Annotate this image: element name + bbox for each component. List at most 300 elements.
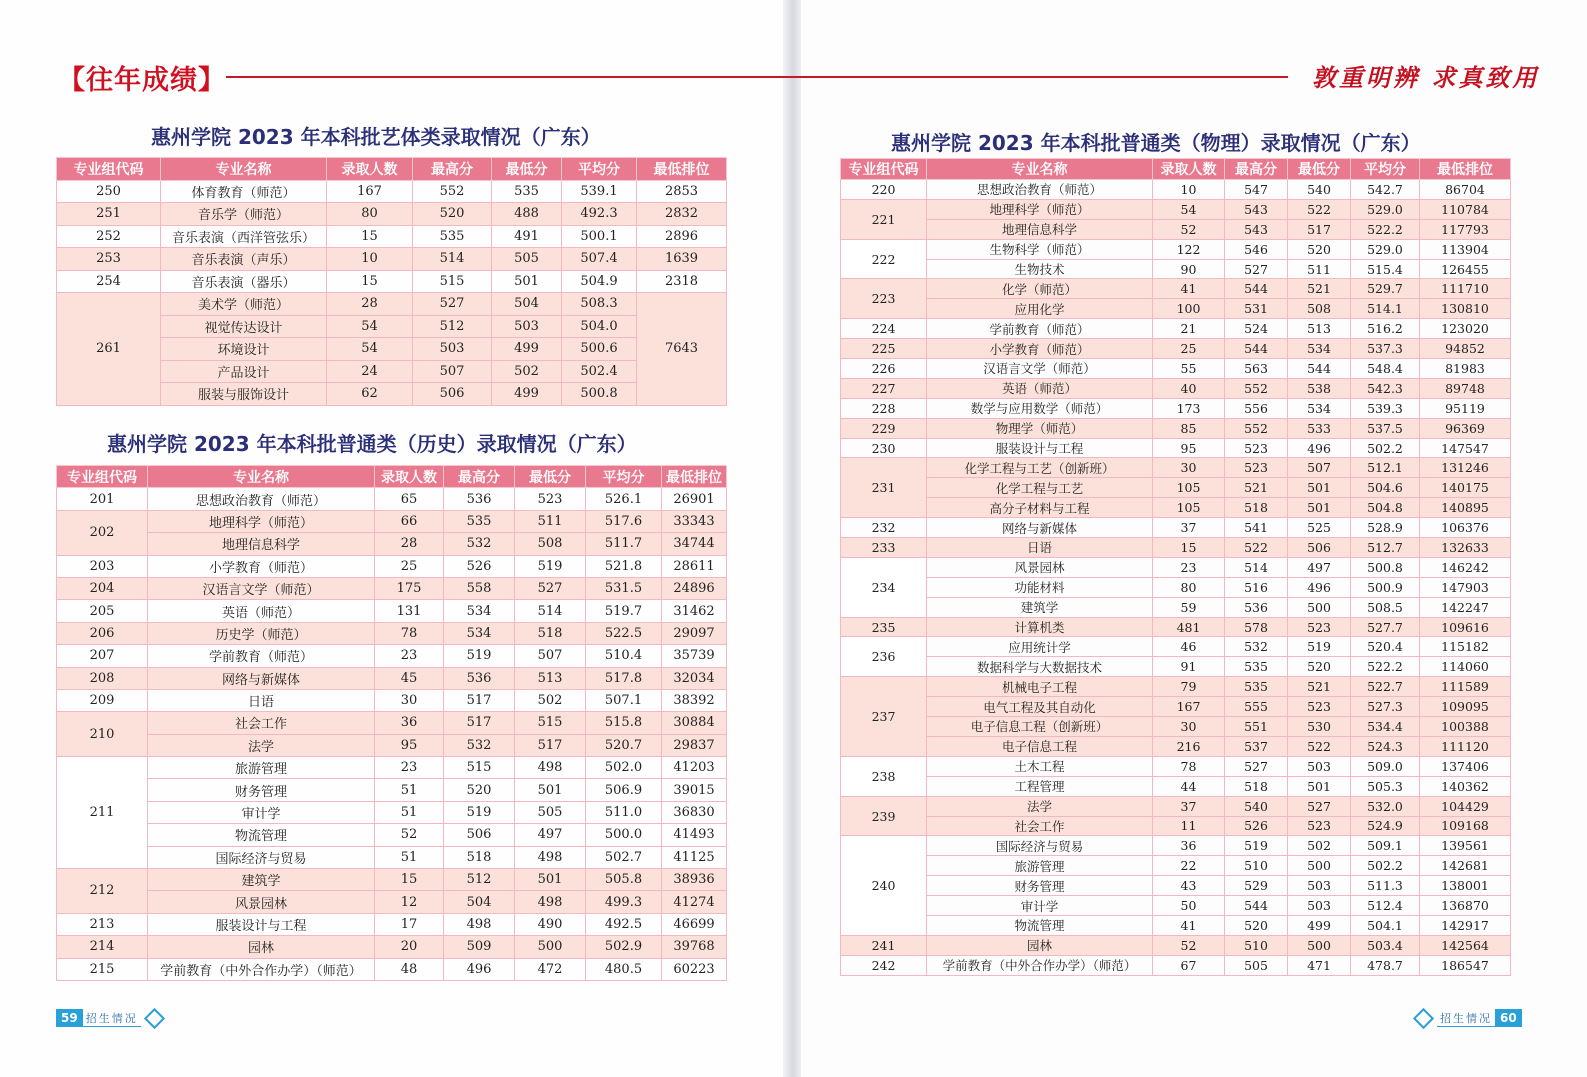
major-name-cell: 风景园林 [927, 557, 1153, 577]
group-code-cell: 232 [841, 518, 927, 538]
avg-score-cell: 534.4 [1351, 717, 1420, 737]
group-code-cell: 201 [57, 488, 148, 510]
left-footer [56, 1008, 168, 1028]
physics-header-row [841, 159, 1511, 180]
min-rank-cell: 28611 [662, 555, 727, 577]
group-code-cell: 261 [57, 293, 161, 406]
max-score-cell: 509 [444, 936, 515, 958]
min-score-cell: 534 [1288, 398, 1351, 418]
min-score-cell: 488 [492, 203, 562, 226]
column-header: 平均分 [1351, 159, 1420, 180]
min-score-cell: 518 [515, 622, 586, 644]
max-score-cell: 512 [444, 869, 515, 891]
right-page-number: 60 [1495, 1009, 1522, 1027]
min-rank-cell: 109095 [1420, 697, 1511, 717]
max-score-cell: 498 [444, 913, 515, 935]
min-score-cell: 504 [492, 293, 562, 316]
max-score-cell: 523 [1225, 458, 1288, 478]
table-row [841, 816, 1511, 836]
table-row [57, 712, 727, 734]
table-row [841, 259, 1511, 279]
table-row [841, 239, 1511, 259]
max-score-cell: 534 [444, 622, 515, 644]
major-name-cell: 环境设计 [161, 338, 327, 361]
max-score-cell: 535 [1225, 657, 1288, 677]
admitted-count-cell: 59 [1153, 597, 1225, 617]
min-rank-cell: 111710 [1420, 279, 1511, 299]
avg-score-cell: 503.4 [1351, 935, 1420, 955]
major-name-cell: 电子信息工程（创新班） [927, 717, 1153, 737]
table-row [841, 915, 1511, 935]
min-score-cell: 514 [515, 600, 586, 622]
min-rank-cell: 29097 [662, 622, 727, 644]
group-code-cell: 207 [57, 645, 148, 667]
min-rank-cell: 138001 [1420, 876, 1511, 896]
avg-score-cell: 500.9 [1351, 577, 1420, 597]
admitted-count-cell: 78 [1153, 756, 1225, 776]
avg-score-cell: 520.4 [1351, 637, 1420, 657]
min-rank-cell: 60223 [662, 958, 727, 980]
admitted-count-cell: 21 [1153, 319, 1225, 339]
max-score-cell: 517 [444, 689, 515, 711]
table-row [841, 378, 1511, 398]
min-rank-cell: 24896 [662, 577, 727, 599]
admitted-count-cell: 36 [1153, 836, 1225, 856]
avg-score-cell: 504.0 [562, 315, 637, 338]
table-row [57, 757, 727, 779]
major-name-cell: 高分子材料与工程 [927, 498, 1153, 518]
avg-score-cell: 500.6 [562, 338, 637, 361]
min-score-cell: 499 [492, 383, 562, 406]
major-name-cell: 土木工程 [927, 756, 1153, 776]
table-row [841, 299, 1511, 319]
max-score-cell: 515 [444, 757, 515, 779]
max-score-cell: 527 [1225, 756, 1288, 776]
avg-score-cell: 500.0 [586, 824, 662, 846]
min-rank-cell: 104429 [1420, 796, 1511, 816]
min-score-cell: 513 [515, 667, 586, 689]
min-score-cell: 517 [515, 734, 586, 756]
max-score-cell: 496 [444, 958, 515, 980]
table-row [841, 697, 1511, 717]
admitted-count-cell: 51 [375, 846, 444, 868]
min-rank-cell: 33343 [662, 510, 727, 532]
avg-score-cell: 529.7 [1351, 279, 1420, 299]
min-score-cell: 527 [1288, 796, 1351, 816]
admitted-count-cell: 37 [1153, 518, 1225, 538]
table-row [841, 597, 1511, 617]
admitted-count-cell: 167 [1153, 697, 1225, 717]
major-name-cell: 生物科学（师范） [927, 239, 1153, 259]
min-rank-cell: 86704 [1420, 180, 1511, 200]
table-row [57, 622, 727, 644]
column-header: 专业名称 [927, 159, 1153, 180]
column-header: 最低分 [1288, 159, 1351, 180]
max-score-cell: 534 [444, 600, 515, 622]
avg-score-cell: 515.8 [586, 712, 662, 734]
major-name-cell: 计算机类 [927, 617, 1153, 637]
min-rank-cell: 38936 [662, 869, 727, 891]
min-rank-cell: 140895 [1420, 498, 1511, 518]
min-rank-cell: 131246 [1420, 458, 1511, 478]
table-row [841, 657, 1511, 677]
group-code-cell: 202 [57, 510, 148, 555]
admitted-count-cell: 175 [375, 577, 444, 599]
major-name-cell: 物理学（师范） [927, 418, 1153, 438]
max-score-cell: 555 [1225, 697, 1288, 717]
group-code-cell: 223 [841, 279, 927, 319]
admitted-count-cell: 44 [1153, 776, 1225, 796]
art-admission-table [56, 157, 727, 406]
table-row [841, 955, 1511, 975]
min-score-cell: 502 [492, 360, 562, 383]
major-name-cell: 法学 [927, 796, 1153, 816]
min-rank-cell: 109168 [1420, 816, 1511, 836]
min-score-cell: 502 [515, 689, 586, 711]
min-rank-cell: 41493 [662, 824, 727, 846]
min-score-cell: 507 [1288, 458, 1351, 478]
physics-admission-table [840, 158, 1511, 976]
min-rank-cell: 89748 [1420, 378, 1511, 398]
admitted-count-cell: 173 [1153, 398, 1225, 418]
min-rank-cell: 2853 [637, 180, 727, 203]
avg-score-cell: 505.8 [586, 869, 662, 891]
table-row [841, 557, 1511, 577]
max-score-cell: 543 [1225, 219, 1288, 239]
major-name-cell: 建筑学 [148, 869, 375, 891]
group-code-cell: 240 [841, 836, 927, 935]
admitted-count-cell: 28 [327, 293, 413, 316]
min-rank-cell: 111589 [1420, 677, 1511, 697]
admitted-count-cell: 54 [1153, 199, 1225, 219]
min-rank-cell: 142564 [1420, 935, 1511, 955]
major-name-cell: 汉语言文学（师范） [148, 577, 375, 599]
min-score-cell: 522 [1288, 736, 1351, 756]
avg-score-cell: 512.1 [1351, 458, 1420, 478]
max-score-cell: 520 [1225, 915, 1288, 935]
table-row [841, 279, 1511, 299]
table-row [841, 756, 1511, 776]
min-score-cell: 501 [1288, 478, 1351, 498]
major-name-cell: 服装与服饰设计 [161, 383, 327, 406]
max-score-cell: 552 [1225, 378, 1288, 398]
avg-score-cell: 509.1 [1351, 836, 1420, 856]
avg-score-cell: 504.1 [1351, 915, 1420, 935]
min-score-cell: 499 [1288, 915, 1351, 935]
avg-score-cell: 502.2 [1351, 856, 1420, 876]
min-rank-cell: 186547 [1420, 955, 1511, 975]
avg-score-cell: 527.3 [1351, 697, 1420, 717]
avg-score-cell: 508.3 [562, 293, 637, 316]
table-row [57, 891, 727, 913]
table-row [841, 219, 1511, 239]
min-score-cell: 533 [1288, 418, 1351, 438]
column-header: 专业组代码 [57, 466, 148, 488]
major-name-cell: 审计学 [927, 896, 1153, 916]
max-score-cell: 520 [444, 779, 515, 801]
table-row [57, 600, 727, 622]
table-row [57, 958, 727, 980]
max-score-cell: 519 [444, 645, 515, 667]
min-rank-cell: 113904 [1420, 239, 1511, 259]
min-score-cell: 511 [515, 510, 586, 532]
avg-score-cell: 527.7 [1351, 617, 1420, 637]
min-rank-cell: 26901 [662, 488, 727, 510]
min-rank-cell: 139561 [1420, 836, 1511, 856]
table-row [841, 478, 1511, 498]
min-score-cell: 525 [1288, 518, 1351, 538]
history-header-row [57, 466, 727, 488]
major-name-cell: 物流管理 [927, 915, 1153, 935]
avg-score-cell: 507.1 [586, 689, 662, 711]
avg-score-cell: 502.7 [586, 846, 662, 868]
min-rank-cell: 41125 [662, 846, 727, 868]
max-score-cell: 514 [413, 248, 492, 271]
avg-score-cell: 511.7 [586, 533, 662, 555]
min-rank-cell: 142681 [1420, 856, 1511, 876]
group-code-cell: 229 [841, 418, 927, 438]
min-score-cell: 527 [515, 577, 586, 599]
column-header: 录取人数 [375, 466, 444, 488]
max-score-cell: 536 [1225, 597, 1288, 617]
min-rank-cell: 117793 [1420, 219, 1511, 239]
min-rank-cell: 137406 [1420, 756, 1511, 776]
max-score-cell: 551 [1225, 717, 1288, 737]
max-score-cell: 503 [413, 338, 492, 361]
min-score-cell: 534 [1288, 339, 1351, 359]
avg-score-cell: 514.1 [1351, 299, 1420, 319]
max-score-cell: 527 [413, 293, 492, 316]
max-score-cell: 535 [413, 225, 492, 248]
min-rank-cell: 140175 [1420, 478, 1511, 498]
admitted-count-cell: 91 [1153, 657, 1225, 677]
max-score-cell: 556 [1225, 398, 1288, 418]
avg-score-cell: 511.3 [1351, 876, 1420, 896]
min-score-cell: 521 [1288, 279, 1351, 299]
admitted-count-cell: 216 [1153, 736, 1225, 756]
avg-score-cell: 529.0 [1351, 199, 1420, 219]
major-name-cell: 学前教育（师范） [148, 645, 375, 667]
group-code-cell: 208 [57, 667, 148, 689]
max-score-cell: 563 [1225, 359, 1288, 379]
min-score-cell: 500 [1288, 597, 1351, 617]
admitted-count-cell: 25 [375, 555, 444, 577]
max-score-cell: 510 [1225, 856, 1288, 876]
major-name-cell: 地理科学（师范） [148, 510, 375, 532]
min-rank-cell: 31462 [662, 600, 727, 622]
table-row [841, 577, 1511, 597]
avg-score-cell: 506.9 [586, 779, 662, 801]
min-rank-cell: 30884 [662, 712, 727, 734]
diamond-icon [144, 1007, 165, 1028]
max-score-cell: 558 [444, 577, 515, 599]
min-score-cell: 505 [492, 248, 562, 271]
avg-score-cell: 517.8 [586, 667, 662, 689]
table-row [57, 645, 727, 667]
major-name-cell: 学前教育（师范） [927, 319, 1153, 339]
group-code-cell: 225 [841, 339, 927, 359]
table-row [841, 518, 1511, 538]
group-code-cell: 241 [841, 935, 927, 955]
admitted-count-cell: 78 [375, 622, 444, 644]
major-name-cell: 社会工作 [927, 816, 1153, 836]
avg-score-cell: 480.5 [586, 958, 662, 980]
min-rank-cell: 96369 [1420, 418, 1511, 438]
min-rank-cell: 110784 [1420, 199, 1511, 219]
group-code-cell: 210 [57, 712, 148, 757]
min-rank-cell: 147903 [1420, 577, 1511, 597]
major-name-cell: 国际经济与贸易 [148, 846, 375, 868]
major-name-cell: 学前教育（中外合作办学）（师范） [927, 955, 1153, 975]
min-score-cell: 538 [1288, 378, 1351, 398]
admitted-count-cell: 37 [1153, 796, 1225, 816]
table-row [57, 180, 727, 203]
major-name-cell: 日语 [927, 538, 1153, 558]
major-name-cell: 产品设计 [161, 360, 327, 383]
min-score-cell: 505 [515, 801, 586, 823]
min-score-cell: 500 [1288, 935, 1351, 955]
min-rank-cell: 36830 [662, 801, 727, 823]
major-name-cell: 物流管理 [148, 824, 375, 846]
max-score-cell: 535 [1225, 677, 1288, 697]
min-score-cell: 535 [492, 180, 562, 203]
max-score-cell: 517 [444, 712, 515, 734]
max-score-cell: 547 [1225, 180, 1288, 200]
max-score-cell: 527 [1225, 259, 1288, 279]
major-name-cell: 思想政治教育（师范） [927, 180, 1153, 200]
table-row [841, 856, 1511, 876]
major-name-cell: 园林 [148, 936, 375, 958]
admitted-count-cell: 54 [327, 315, 413, 338]
admitted-count-cell: 65 [375, 488, 444, 510]
table-row [841, 319, 1511, 339]
major-name-cell: 园林 [927, 935, 1153, 955]
table-row [841, 458, 1511, 478]
header-divider [226, 76, 1288, 78]
column-header: 专业组代码 [57, 158, 161, 181]
table-row [57, 779, 727, 801]
admitted-count-cell: 95 [375, 734, 444, 756]
admitted-count-cell: 67 [1153, 955, 1225, 975]
avg-score-cell: 500.8 [562, 383, 637, 406]
column-header: 最低排位 [637, 158, 727, 181]
school-motto: 敦重明辨 求真致用 [1312, 63, 1540, 92]
min-score-cell: 472 [515, 958, 586, 980]
min-score-cell: 508 [1288, 299, 1351, 319]
table-row [57, 270, 727, 293]
min-score-cell: 523 [515, 488, 586, 510]
min-score-cell: 503 [492, 315, 562, 338]
major-name-cell: 服装设计与工程 [927, 438, 1153, 458]
table-row [57, 824, 727, 846]
max-score-cell: 544 [1225, 279, 1288, 299]
major-name-cell: 视觉传达设计 [161, 315, 327, 338]
min-score-cell: 501 [1288, 498, 1351, 518]
max-score-cell: 518 [1225, 498, 1288, 518]
admitted-count-cell: 15 [327, 270, 413, 293]
avg-score-cell: 539.1 [562, 180, 637, 203]
min-score-cell: 500 [515, 936, 586, 958]
avg-score-cell: 512.4 [1351, 896, 1420, 916]
major-name-cell: 日语 [148, 689, 375, 711]
max-score-cell: 552 [413, 180, 492, 203]
column-header: 最低排位 [1420, 159, 1511, 180]
min-score-cell: 500 [1288, 856, 1351, 876]
column-header: 专业组代码 [841, 159, 927, 180]
max-score-cell: 520 [413, 203, 492, 226]
table-row [841, 617, 1511, 637]
major-name-cell: 网络与新媒体 [148, 667, 375, 689]
min-rank-cell: 95119 [1420, 398, 1511, 418]
max-score-cell: 546 [1225, 239, 1288, 259]
min-rank-cell: 41203 [662, 757, 727, 779]
min-rank-cell: 111120 [1420, 736, 1511, 756]
major-name-cell: 地理信息科学 [148, 533, 375, 555]
table-row [841, 677, 1511, 697]
group-code-cell: 227 [841, 378, 927, 398]
diamond-icon [1413, 1007, 1434, 1028]
avg-score-cell: 520.7 [586, 734, 662, 756]
max-score-cell: 522 [1225, 538, 1288, 558]
max-score-cell: 536 [444, 667, 515, 689]
group-code-cell: 214 [57, 936, 148, 958]
group-code-cell: 209 [57, 689, 148, 711]
table-row [57, 203, 727, 226]
avg-score-cell: 531.5 [586, 577, 662, 599]
group-code-cell: 234 [841, 557, 927, 617]
avg-score-cell: 522.2 [1351, 219, 1420, 239]
min-score-cell: 520 [1288, 657, 1351, 677]
min-score-cell: 521 [1288, 677, 1351, 697]
min-score-cell: 506 [1288, 538, 1351, 558]
admitted-count-cell: 55 [1153, 359, 1225, 379]
avg-score-cell: 539.3 [1351, 398, 1420, 418]
group-code-cell: 221 [841, 199, 927, 239]
avg-score-cell: 510.4 [586, 645, 662, 667]
min-rank-cell: 34744 [662, 533, 727, 555]
min-score-cell: 511 [1288, 259, 1351, 279]
max-score-cell: 543 [1225, 199, 1288, 219]
max-score-cell: 532 [444, 734, 515, 756]
admitted-count-cell: 167 [327, 180, 413, 203]
admitted-count-cell: 80 [1153, 577, 1225, 597]
table-row [57, 555, 727, 577]
min-score-cell: 502 [1288, 836, 1351, 856]
min-rank-cell: 100388 [1420, 717, 1511, 737]
admitted-count-cell: 12 [375, 891, 444, 913]
table-row [841, 776, 1511, 796]
table-row [57, 936, 727, 958]
physics-table-title: 惠州学院 2023 年本科批普通类（物理）录取情况（广东） [891, 131, 1421, 155]
right-footer [1410, 1008, 1522, 1028]
min-score-cell: 523 [1288, 617, 1351, 637]
major-name-cell: 化学（师范） [927, 279, 1153, 299]
avg-score-cell: 524.3 [1351, 736, 1420, 756]
avg-score-cell: 522.5 [586, 622, 662, 644]
max-score-cell: 512 [413, 315, 492, 338]
min-score-cell: 497 [1288, 557, 1351, 577]
min-rank-cell: 1639 [637, 248, 727, 271]
admitted-count-cell: 51 [375, 801, 444, 823]
table-row [841, 498, 1511, 518]
group-code-cell: 205 [57, 600, 148, 622]
admitted-count-cell: 52 [375, 824, 444, 846]
avg-score-cell: 542.7 [1351, 180, 1420, 200]
max-score-cell: 521 [1225, 478, 1288, 498]
group-code-cell: 239 [841, 796, 927, 836]
avg-score-cell: 537.3 [1351, 339, 1420, 359]
admitted-count-cell: 36 [375, 712, 444, 734]
